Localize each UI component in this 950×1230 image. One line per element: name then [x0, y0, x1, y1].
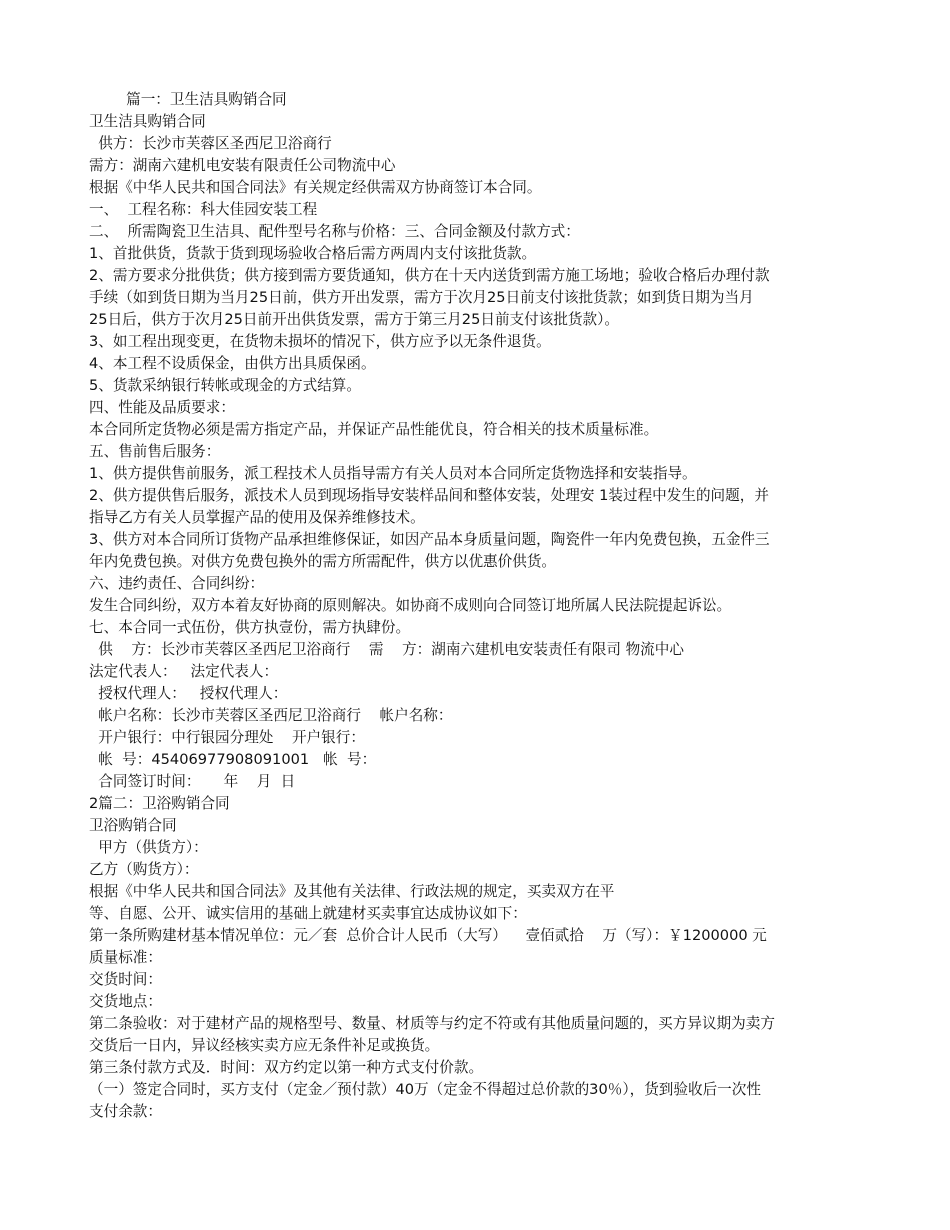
signature-bank: 开户银行：中行银园分理处 开户银行：: [89, 729, 365, 746]
clause-dispute-heading: 六、违约责任、合同纠纷：: [89, 575, 265, 592]
section-heading: 篇一：卫生洁具购销合同: [89, 91, 287, 108]
supplier-line: 供方：长沙市芙蓉区圣西尼卫浴商行: [89, 135, 332, 152]
delivery-place: 交货地点：: [89, 993, 162, 1010]
service-item-1: 1、供方提供售前服务，派工程技术人员指导需方有关人员对本合同所定货物选择和安装指导。: [89, 465, 697, 482]
article-3-item-1-line-2: 支付余款：: [89, 1103, 162, 1120]
party-b-line: 乙方（购货方）：: [89, 861, 199, 878]
signature-date: 合同签订时间： 年 月 日: [89, 773, 296, 790]
payment-item-2-line-2: 手续（如到货日期为当月25日前，供方开出发票，需方于次月25日前支付该批货款；如到货日期为当月: [89, 289, 754, 306]
clause-dispute-text: 发生合同纠纷，双方本着友好协商的原则解决。如协商不成则向合同签订地所属人民法院提起诉讼。: [89, 597, 732, 614]
preamble: 根据《中华人民共和国合同法》有关规定经供需双方协商签订本合同。: [89, 179, 542, 196]
preamble-2-line-1: 根据《中华人民共和国合同法》及其他有关法律、行政法规的规定，买卖双方在平: [89, 883, 615, 900]
service-item-2-line-1: 2、供方提供售后服务，派技术人员到现场指导安装样品间和整体安装，处理安 1装过程中发生的问题，并: [89, 487, 769, 504]
article-2-line-1: 第二条验收：对于建材产品的规格型号、数量、材质等与约定不符或有其他质量问题的，买方异议期为卖方: [89, 1015, 775, 1032]
signature-parties: 供 方：长沙市芙蓉区圣西尼卫浴商行 需 方：湖南六建机电安装责任有限司 物流中心: [89, 641, 684, 658]
payment-item-2-line-3: 25日后，供方于次月25日前开出供货发票，需方于第三月25日前支付该批货款）。: [89, 311, 620, 328]
signature-agent: 授权代理人： 授权代理人：: [89, 685, 288, 702]
clause-quality-text: 本合同所定货物必须是需方指定产品，并保证产品性能优良，符合相关的技术质量标准。: [89, 421, 659, 438]
contract-title-2: 卫浴购销合同: [89, 817, 177, 834]
service-item-3-line-2: 年内免费包换。对供方免费包换外的需方所需配件，供方以优惠价供货。: [89, 553, 557, 570]
payment-item-4: 4、本工程不设质保金，由供方出具质保函。: [89, 355, 376, 372]
delivery-time: 交货时间：: [89, 971, 162, 988]
contract-document: [89, 89, 861, 1123]
clause-copies: 七、本合同一式伍份，供方执壹份，需方执肆份。: [89, 619, 411, 636]
service-item-2-line-2: 指导乙方有关人员掌握产品的使用及保养维修技术。: [89, 509, 425, 526]
service-item-3-line-1: 3、供方对本合同所订货物产品承担维修保证，如因产品本身质量问题，陶瓷件一年内免费包换，五金件三: [89, 531, 770, 548]
article-2-line-2: 交货后一日内，异议经核实卖方应无条件补足或换货。: [89, 1037, 440, 1054]
party-a-line: 甲方（供货方）：: [89, 839, 208, 856]
payment-item-1: 1、首批供货，货款于货到现场验收合格后需方两周内支付该批货款。: [89, 245, 537, 262]
article-1: 第一条所购建材基本情况单位：元／套 总价合计人民币（大写） 壹佰贰拾 万（写）：￥1200000 元: [89, 927, 767, 944]
clause-quality-heading: 四、性能及品质要求：: [89, 399, 235, 416]
payment-item-5: 5、货款采纳银行转帐或现金的方式结算。: [89, 377, 361, 394]
signature-legal-rep: 法定代表人： 法定代表人：: [89, 663, 279, 680]
preamble-2-line-2: 等、自愿、公开、诚实信用的基础上就建材买卖事宜达成协议如下：: [89, 905, 527, 922]
clause-project-name: 一、 工程名称：科大佳园安装工程: [89, 201, 318, 218]
buyer-line: 需方：湖南六建机电安装有限责任公司物流中心: [89, 157, 396, 174]
quality-standard: 质量标准：: [89, 949, 162, 966]
signature-account-number: 帐 号：45406977908091001 帐 号：: [89, 751, 377, 768]
clause-products-amount: 二、 所需陶瓷卫生洁具、配件型号名称与价格：三、合同金额及付款方式：: [89, 223, 580, 240]
article-3: 第三条付款方式及．时间：双方约定以第一种方式支付价款。: [89, 1059, 484, 1076]
clause-service-heading: 五、售前售后服务：: [89, 443, 221, 460]
signature-account-name: 帐户名称：长沙市芙蓉区圣西尼卫浴商行 帐户名称：: [89, 707, 453, 724]
contract-title: 卫生洁具购销合同: [89, 113, 206, 130]
section-heading-2: 2篇二：卫浴购销合同: [89, 795, 230, 812]
article-3-item-1-line-1: （一）签定合同时，买方支付（定金／预付款）40万（定金不得超过总价款的30％），货到验收后一次性: [89, 1081, 761, 1098]
payment-item-3: 3、如工程出现变更，在货物未损坏的情况下，供方应予以无条件退货。: [89, 333, 551, 350]
payment-item-2-line-1: 2、需方要求分批供货；供方接到需方要货通知，供方在十天内送货到需方施工场地；验收合格后办理付款: [89, 267, 770, 284]
